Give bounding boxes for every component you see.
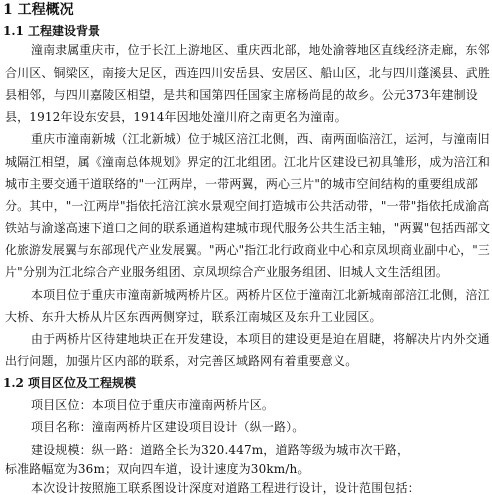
paragraph-line: 合川区、铜梁区，南接大足区，西连四川安岳县、安居区、船山区，北与四川蓬溪县、武胜 bbox=[5, 66, 490, 80]
paragraph-line: 由于两桥片区待建地块正在开发建设，本项目的建设更是迫在眉睫，将解决片内外交通 bbox=[31, 332, 490, 346]
paragraph-line: 城隔江相望，属《潼南总体规划》界定的江北组团。江北片区建设已初具雏形，成为涪江和 bbox=[5, 155, 490, 169]
project-location-line: 项目区位：本项目位于重庆市潼南两桥片区。 bbox=[31, 398, 275, 412]
construction-scale-line: 标准路幅宽为36m；双向四车道，设计速度为30km/h。 bbox=[5, 462, 310, 476]
paragraph-line: 铁站与渝遂高速下道口之间的联系通道构建城市现代服务公共生活主轴，"两翼"包括西部文 bbox=[5, 221, 491, 235]
subsection-heading-background: 1.1 工程建设背景 bbox=[3, 24, 101, 38]
paragraph-line: 大桥、东升大桥从片区东西两侧穿过，联系江南城区及东升工业园区。 bbox=[5, 310, 382, 324]
paragraph-line: 片"分别为江北综合产业服务组团、京凤坝综合产业服务组团、旧城人文生活组团。 bbox=[5, 265, 449, 279]
section-heading: 1 工程概况 bbox=[3, 2, 74, 18]
subsection-heading-location-scale: 1.2 项目区位及工程规模 bbox=[3, 376, 137, 390]
paragraph-line: 分。其中，"一江两岸"指依托涪江滨水景观空间打造城市公共活动带，"一带"指依托成渝高 bbox=[5, 199, 490, 213]
paragraph-line: 出行问题，加强片区内部的联系，对完善区域路网有着重要意义。 bbox=[5, 354, 358, 368]
paragraph-line: 重庆市潼南新城（江北新城）位于城区涪江北侧，西、南两面临涪江，运河，与潼南旧 bbox=[31, 132, 490, 146]
paragraph-line: 县相邻，与四川嘉陵区相望，是共和国第四任国家主席杨尚昆的故乡。公元373年建制设 bbox=[5, 88, 478, 102]
paragraph-line: 本项目位于重庆市潼南新城两桥片区。两桥片区位于潼南江北新城南部涪江北侧，涪江 bbox=[31, 288, 490, 302]
paragraph-line: 化旅游发展翼与东部现代产业发展翼。"两心"指江北行政商业中心和京凤坝商业副中心，"三 bbox=[5, 243, 490, 257]
paragraph-line: 城市主要交通干道联络的"一江两岸，一带两翼，两心三片"的城市空间结构的重要组成部 bbox=[5, 177, 479, 191]
design-scope-line: 本次设计按照施工联系图设计深度对道路工程进行设计，设计范围包括： bbox=[31, 481, 420, 495]
paragraph-line: 县，1912年设东安县，1914年因地处潼川府之南更名为潼南。 bbox=[5, 110, 347, 124]
project-name-line: 项目名称：潼南两桥片区建设项目设计（纵一路）。 bbox=[31, 420, 305, 434]
paragraph-line: 潼南隶属重庆市，位于长江上游地区、重庆西北部，地处渝蓉地区直线经济走廊，东邻 bbox=[31, 43, 490, 57]
construction-scale-line: 建设规模：纵一路：道路全长为320.447m，道路等级为城市次干路， bbox=[31, 443, 410, 457]
